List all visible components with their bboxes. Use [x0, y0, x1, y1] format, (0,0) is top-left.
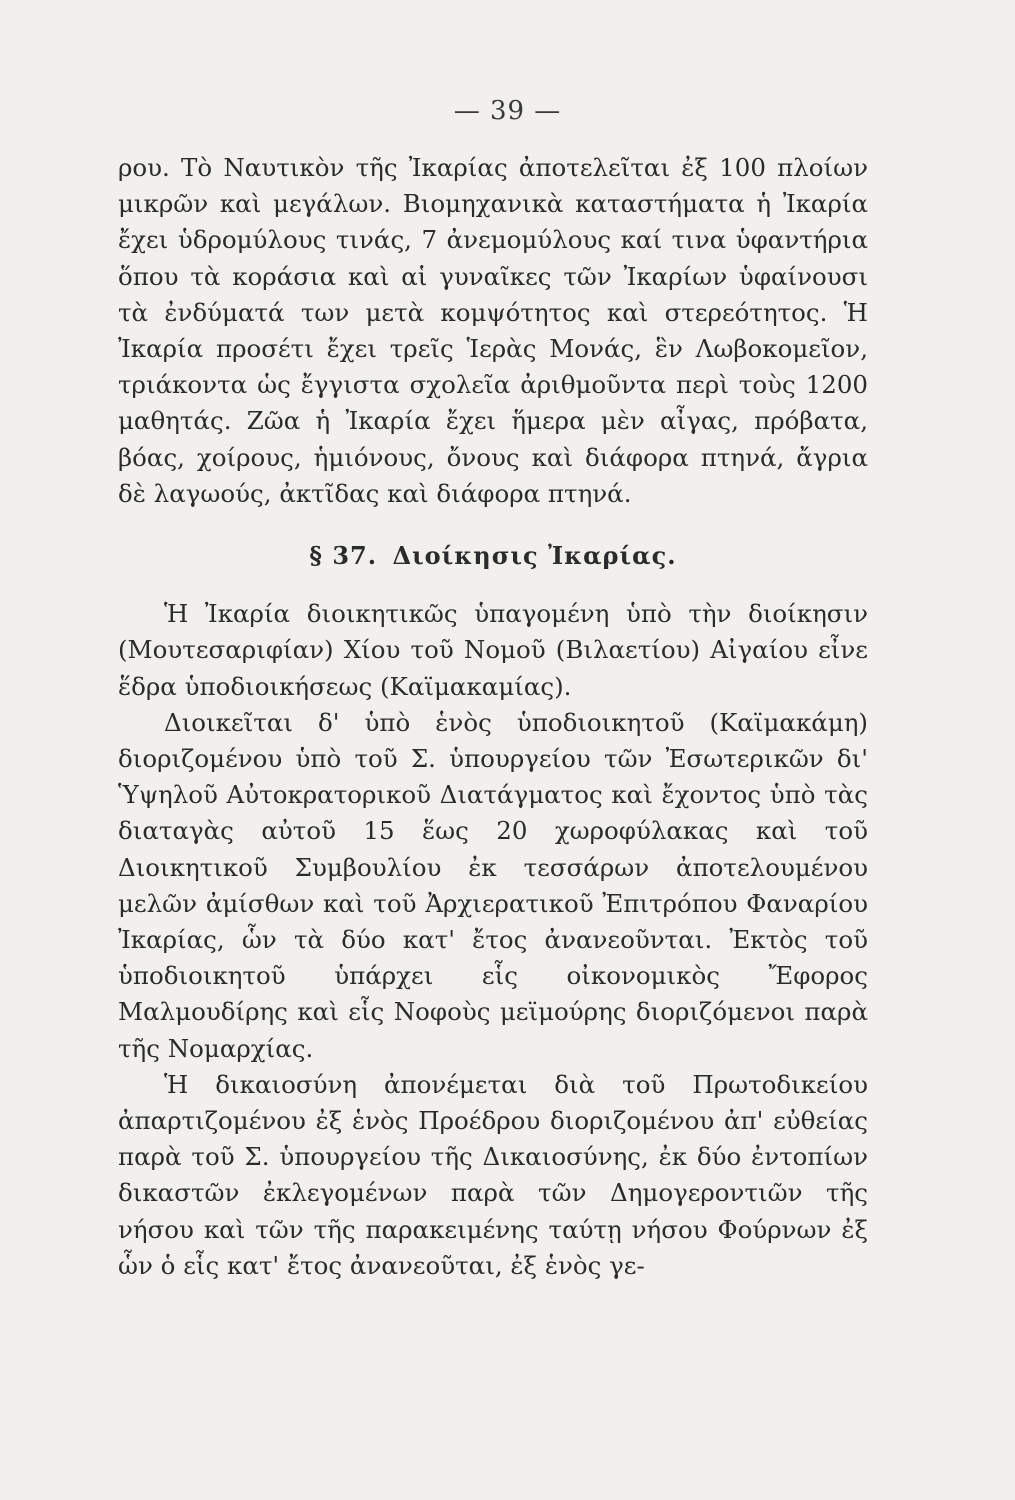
- page-number: — 39 —: [453, 96, 562, 126]
- section-heading: [118, 538, 868, 574]
- body-text: [118, 150, 868, 1284]
- section-title: Διοίκησις Ἰκαρίας.: [392, 541, 677, 571]
- paragraph-governor: Διοικεῖται δ' ὑπὸ ἑνὸς ὑποδιοικητοῦ (Καϊμακάμη) διοριζομένου ὑπὸ τοῦ Σ. ὑπουργείου τῶν Ἐσωτερικῶν δι' Ὑψηλοῦ Αὐτοκρατορικοῦ Διατάγματος καὶ ἔχοντος ὑπὸ τὰς διαταγὰς αὐτοῦ 15 ἕως 20 χωροφύλακας καὶ τοῦ Διοικητικοῦ Συμβουλίου ἐκ τεσσάρων ἀποτελουμένου μελῶν ἀμίσθων καὶ τοῦ Ἀρχιερατικοῦ Ἐπιτρόπου Φαναρίου Ἰκαρίας, ὧν τὰ δύο κατ' ἔτος ἀνανεοῦνται. Ἐκτὸς τοῦ ὑποδιοικητοῦ ὑπάρχει εἷς οἰκονομικὸς Ἔφορος Μαλμουδίρης καὶ εἷς Νοφοὺς μεϊμούρης διοριζόμενοι παρὰ τῆς Νομαρχίας.: [118, 707, 868, 1063]
- section-number: § 37.: [309, 541, 378, 571]
- paragraph-navy-industry: ρου. Τὸ Ναυτικὸν τῆς Ἰκαρίας ἀποτελεῖται ἐξ 100 πλοίων μικρῶν καὶ μεγάλων. Βιομηχανικὰ καταστήματα ἡ Ἰκαρία ἔχει ὑδρομύλους τινάς, 7 ἀνεμομύλους καί τινα ὑφαντήρια ὅπου τὰ κοράσια καὶ αἱ γυναῖκες τῶν Ἰκαρίων ὑφαίνουσι τὰ ἐνδύματά των μετὰ κομψότητος καὶ στερεότητος. Ἡ Ἰκαρία προσέτι ἔχει τρεῖς Ἱερὰς Μονάς, ἓν Λωβοκομεῖον, τριάκοντα ὡς ἔγγιστα σχολεῖα ἀριθμοῦντα περὶ τοὺς 1200 μαθητάς. Ζῶα ἡ Ἰκαρία ἔχει ἥμερα μὲν αἶγας, πρόβατα, βόας, χοίρους, ἡμιόνους, ὄνους καὶ διάφορα πτηνά, ἄγρια δὲ λαγωούς, ἀκτῖδας καὶ διάφορα πτηνά.: [118, 153, 868, 508]
- paragraph-justice: Ἡ δικαιοσύνη ἀπονέμεται διὰ τοῦ Πρωτοδικείου ἀπαρτιζομένου ἐξ ἑνὸς Προέδρου διοριζομένου ἀπ' εὐθείας παρὰ τοῦ Σ. ὑπουργείου τῆς Δικαιοσύνης, ἐκ δύο ἐντοπίων δικαστῶν ἐκλεγομένων παρὰ τῶν Δημογεροντιῶν τῆς νήσου καὶ τῶν τῆς παρακειμένης ταύτῃ νήσου Φούρνων ἐξ ὧν ὁ εἷς κατ' ἔτος ἀνανεοῦται, ἐξ ἑνὸς γε-: [118, 1069, 868, 1280]
- paragraph-administration: Ἡ Ἰκαρία διοικητικῶς ὑπαγομένη ὑπὸ τὴν διοίκησιν (Μουτεσαριφίαν) Χίου τοῦ Νομοῦ (Βιλαετίου) Αἰγαίου εἶνε ἕδρα ὑποδιοικήσεως (Καϊμακαμίας).: [118, 599, 868, 701]
